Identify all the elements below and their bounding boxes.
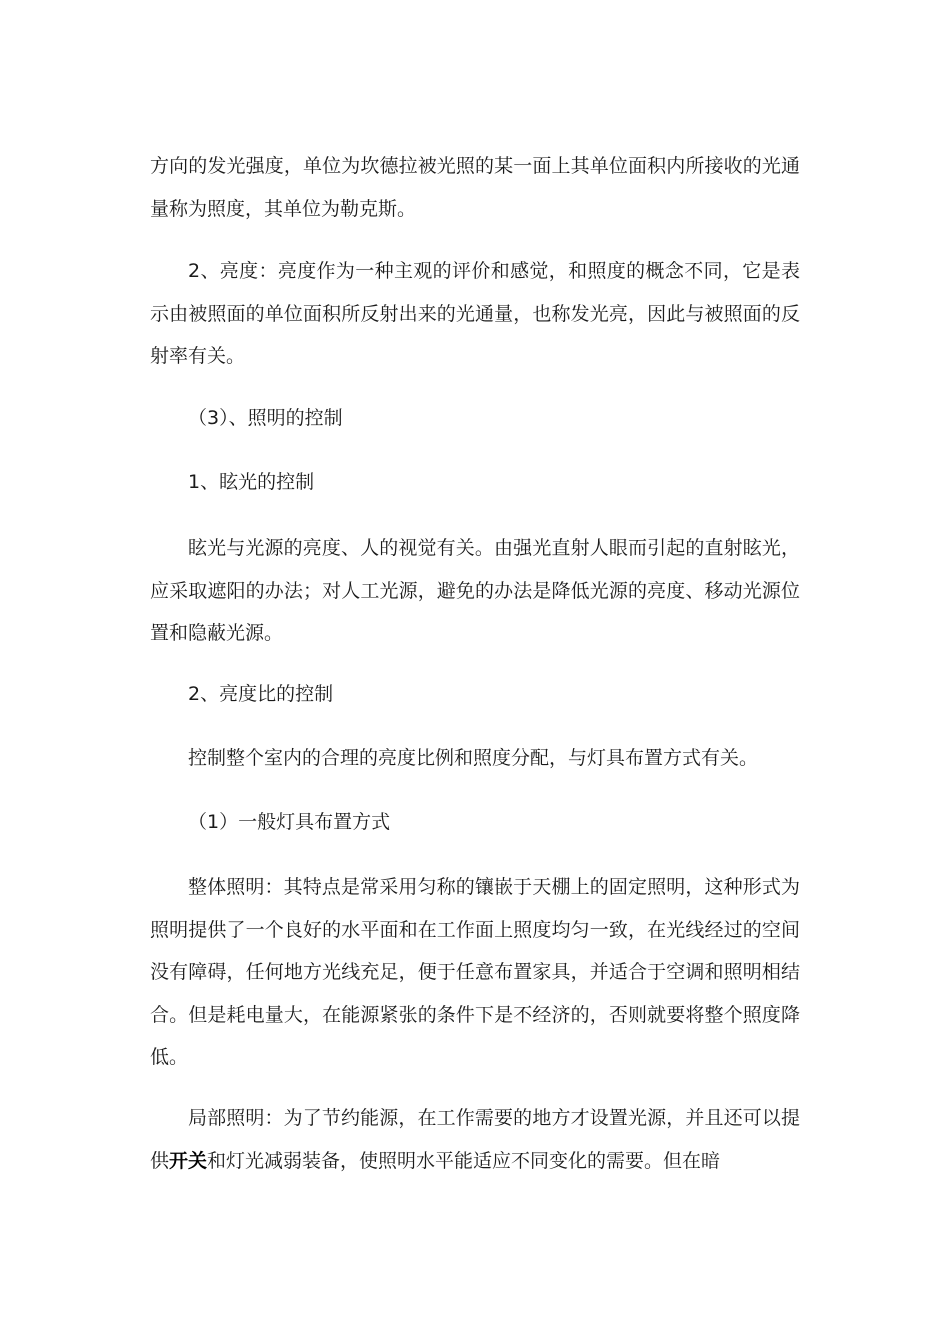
paragraph-luminance-ratio: 控制整个室内的合理的亮度比例和照度分配，与灯具布置方式有关。 — [188, 747, 759, 769]
local-lighting-text-before: 局部照明：为了节约能源，在工作需要的地方才设置光源，并且还可以提供 — [150, 1107, 800, 1172]
paragraph-luminance: 2、亮度：亮度作为一种主观的评价和感觉，和照度的概念不同，它是表示由被照面的单位面积所反射出来的光通量，也称发光亮，因此与被照面的反射率有关。 — [150, 260, 800, 368]
heading-lighting-control: （3）、照明的控制 — [188, 407, 343, 429]
paragraph-local-lighting — [150, 1097, 800, 1182]
paragraph-intensity-illuminance: 方向的发光强度，单位为坎德拉被光照的某一面上其单位面积内所接收的光通量称为照度，其单位为勒克斯。 — [150, 155, 800, 220]
heading-glare-control: 1、眩光的控制 — [188, 471, 315, 493]
heading-general-fixture-layout: （1）一般灯具布置方式 — [188, 811, 391, 833]
switch-term: 开关 — [169, 1149, 208, 1172]
paragraph-glare: 眩光与光源的亮度、人的视觉有关。由强光直射人眼而引起的直射眩光，应采取遮阳的办法；对人工光源，避免的办法是降低光源的亮度、移动光源位置和隐蔽光源。 — [150, 537, 800, 645]
local-lighting-text-after: 和灯光减弱装备，使照明水平能适应不同变化的需要。但在暗 — [207, 1149, 721, 1172]
heading-luminance-ratio-control: 2、亮度比的控制 — [188, 683, 334, 705]
paragraph-general-lighting: 整体照明：其特点是常采用匀称的镶嵌于天棚上的固定照明，这种形式为照明提供了一个良好的水平面和在工作面上照度均匀一致，在光线经过的空间没有障碍，任何地方光线充足，便于任意布置家具，并适合于空调和照明相结合。但是耗电量大，在能源紧张的条件下是不经济的，否则就要将整个照度降低。 — [150, 876, 800, 1069]
